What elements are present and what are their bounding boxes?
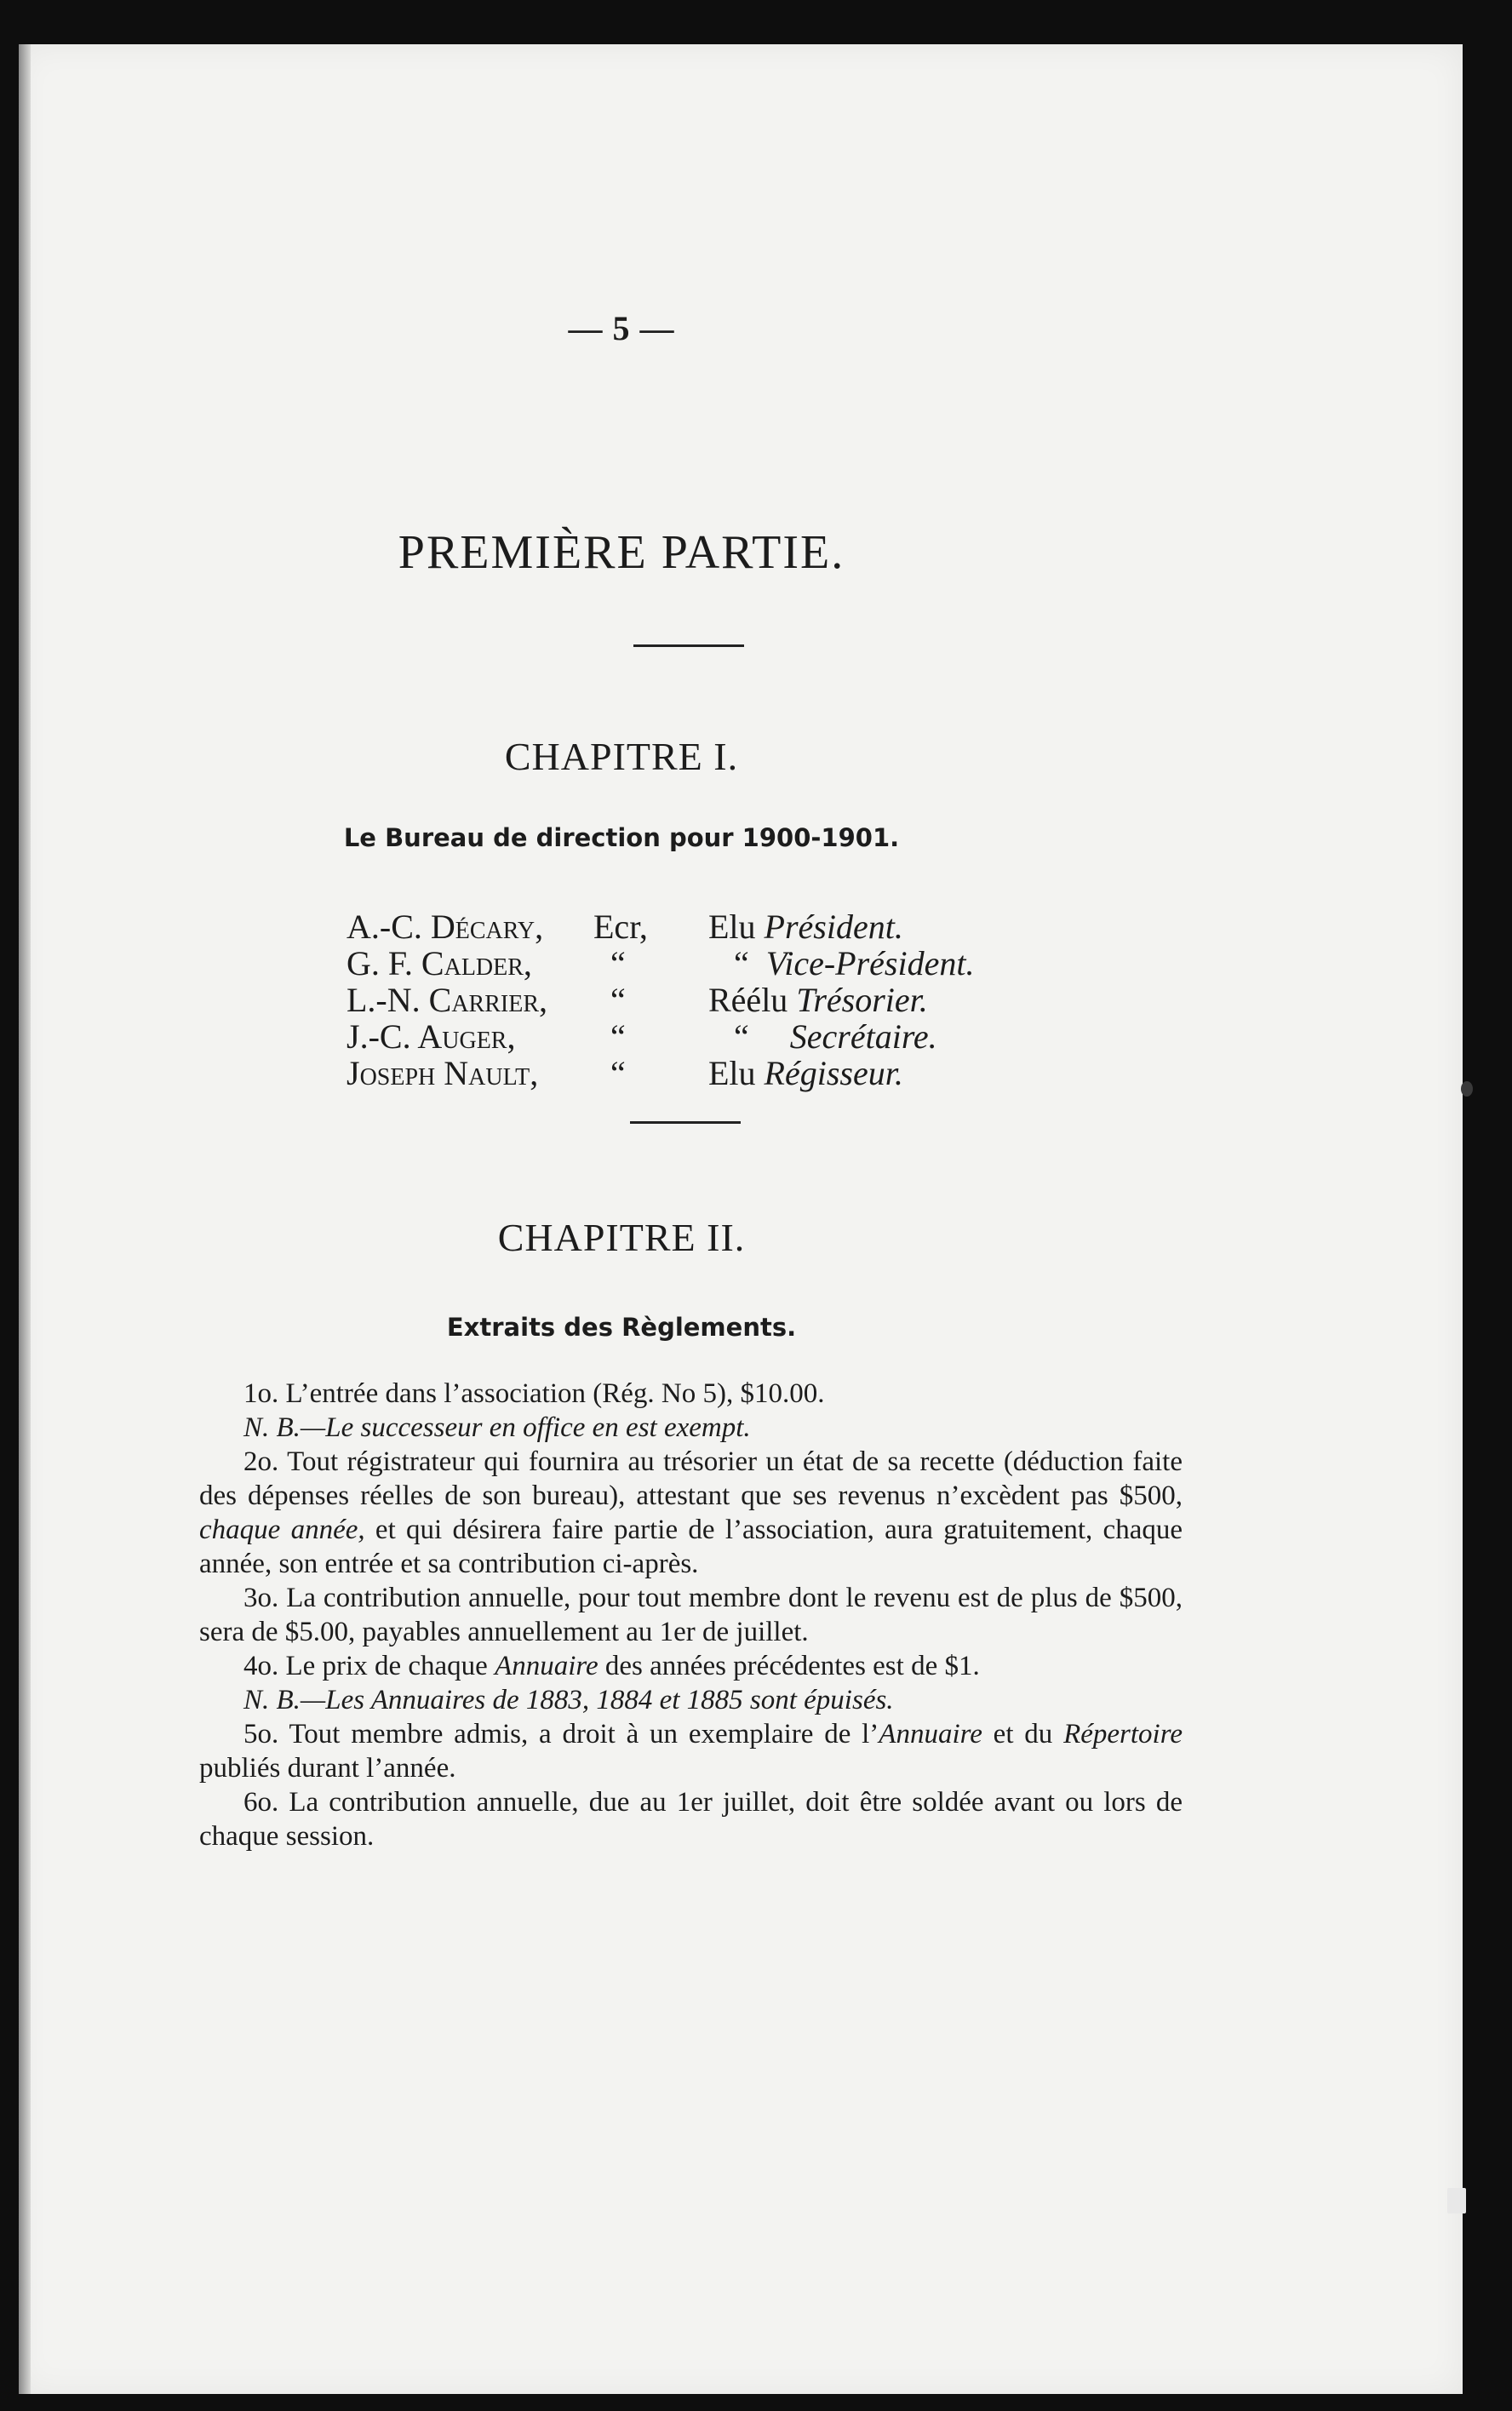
- rule-paragraph: [199, 1717, 1183, 1785]
- scan-speck: [1461, 1081, 1473, 1097]
- scan-speck: [1447, 2188, 1466, 2213]
- board-heading: Le Bureau de direction pour 1900-1901.: [343, 823, 900, 852]
- rule-text: 4o. Le prix de chaque: [243, 1651, 495, 1681]
- board-member-name: L.-N. Carrier,: [346, 981, 547, 1019]
- rule-note: N. B.—Les Annuaires de 1883, 1884 et 1885 sont épuisés.: [243, 1685, 894, 1715]
- rule-emphasis: chaque année,: [199, 1515, 365, 1545]
- rule-text: publiés durant l’année.: [199, 1753, 456, 1784]
- board-member-role: Secrétaire.: [789, 1017, 937, 1056]
- divider-rule: [633, 644, 744, 647]
- rule-paragraph: 6o. La contribution annuelle, due au 1er juillet, doit être soldée avant ou lors de chaque session.: [199, 1787, 1183, 1852]
- part-title: PREMIÈRE PARTIE.: [398, 526, 845, 579]
- board-member-election: Elu: [708, 908, 756, 946]
- board-member-election: Elu: [708, 1054, 756, 1092]
- regulations-heading: Extraits des Règlements.: [446, 1313, 797, 1342]
- board-member-name: Joseph Nault,: [346, 1054, 539, 1092]
- rule-paragraph: [199, 1445, 1183, 1581]
- board-row: [346, 1055, 974, 1091]
- board-member-title: “: [610, 1017, 626, 1056]
- rule-emphasis: Annuaire: [879, 1719, 982, 1750]
- board-member-title: Ecr,: [593, 908, 648, 946]
- regulations-text: [199, 1377, 1183, 1853]
- rule-text: et qui désirera faire partie de l’association, aura gratuitement, chaque année, son entrée et sa contribution ci-après.: [199, 1515, 1183, 1579]
- board-member-name: A.-C. Décary,: [346, 908, 544, 946]
- board-row: [346, 908, 974, 945]
- rule-emphasis: Annuaire: [495, 1651, 598, 1681]
- rule-text: 2o. Tout régistrateur qui fournira au trésorier un état de sa recette (déduction faite des dépenses réelles de son bureau), attestant que ses revenus n’excèdent pas $500,: [199, 1446, 1183, 1511]
- rule-paragraph: [199, 1649, 1183, 1683]
- book-page: [19, 44, 1463, 2394]
- divider-rule: [630, 1121, 741, 1124]
- board-row: [346, 982, 974, 1018]
- chapter-1-title: CHAPITRE I.: [504, 735, 739, 778]
- board-member-election: “: [734, 944, 749, 982]
- chapter-2-title: CHAPITRE II.: [497, 1216, 746, 1259]
- board-member-role: Trésorier.: [796, 981, 928, 1019]
- board-member-role: Régisseur.: [764, 1054, 903, 1092]
- board-member-election: Réélu: [708, 981, 788, 1019]
- board-member-title: “: [610, 1054, 626, 1092]
- board-member-title: “: [610, 944, 626, 982]
- board-row: [346, 945, 974, 982]
- rule-emphasis: Répertoire: [1063, 1719, 1183, 1750]
- rule-note: N. B.—Le successeur en office en est exempt.: [243, 1412, 751, 1443]
- rule-text: 5o. Tout membre admis, a droit à un exemplaire de l’: [243, 1719, 879, 1750]
- page-number: — 5 —: [568, 309, 675, 347]
- board-row: [346, 1018, 974, 1055]
- rule-text: des années précédentes est de $1.: [598, 1651, 980, 1681]
- board-member-name: J.-C. Auger,: [346, 1017, 516, 1056]
- board-member-role: Vice-Président.: [765, 944, 975, 982]
- board-list: [346, 908, 974, 1091]
- board-member-name: G. F. Calder,: [346, 944, 532, 982]
- rule-text: et du: [982, 1719, 1064, 1750]
- rule-paragraph: 3o. La contribution annuelle, pour tout membre dont le revenu est de plus de $500, sera de $5.00, payables annuellement au 1er de juillet.: [199, 1583, 1183, 1647]
- board-member-title: “: [610, 981, 626, 1019]
- board-member-role: Président.: [764, 908, 903, 946]
- rule-paragraph: 1o. L’entrée dans l’association (Rég. No 5), $10.00.: [243, 1378, 825, 1409]
- board-member-election: “: [734, 1017, 749, 1056]
